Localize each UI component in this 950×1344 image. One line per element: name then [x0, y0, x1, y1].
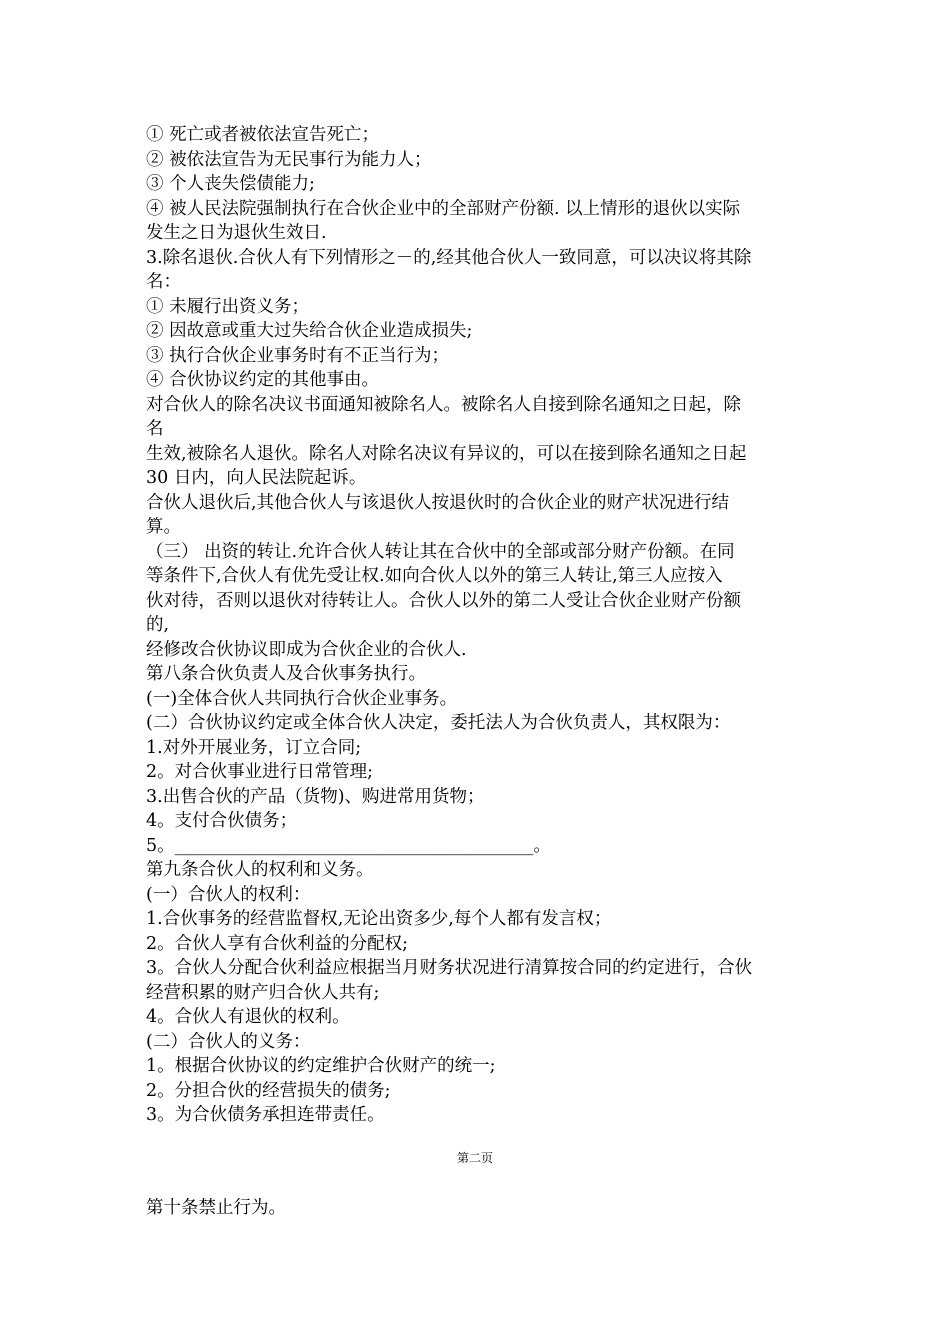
text-line: 算。 [146, 517, 181, 537]
text-line: ④ 合伙协议约定的其他事由。 [146, 370, 380, 390]
text-line: 1.合伙事务的经营监督权,无论出资多少,每个人都有发言权； [146, 909, 612, 929]
document-body [146, 123, 810, 1128]
text-line: 3。合伙人分配合伙利益应根据当月财务状况进行清算按合同的约定进行，合伙 [146, 958, 753, 978]
text-line: 4。合伙人有退伙的权利。 [146, 1007, 350, 1027]
text-line: (一)全体合伙人共同执行合伙企业事务。 [146, 688, 458, 709]
text-line: 3.出售合伙的产品（货物)、购进常用货物； [146, 786, 485, 807]
text-line: ③ 执行合伙企业事务时有不正当行为； [146, 345, 450, 366]
text-line: 3.除名退伙.合伙人有下列情形之－的,经其他合伙人一致同意，可以决议将其除 [146, 247, 752, 268]
text-line: 发生之日为退伙生效日. [146, 223, 327, 243]
text-line: 第八条合伙负责人及合伙事务执行。 [146, 664, 426, 684]
text-line: ④ 被人民法院强制执行在合伙企业中的全部财产份额. 以上情形的退伙以实际 [146, 198, 741, 219]
text-line: 3。为合伙债务承担连带责任。 [146, 1105, 385, 1125]
text-line: 2。合伙人享有合伙利益的分配权; [146, 933, 409, 954]
text-line: (二）合伙协议约定或全体合伙人决定，委托法人为合伙负责人，其权限为： [146, 713, 731, 733]
next-page-heading: 第十条禁止行为。 [146, 1198, 286, 1218]
text-line: ② 因故意或重大过失给合伙企业造成损失; [146, 321, 473, 341]
text-line: （三） 出资的转让.允许合伙人转让其在合伙中的全部或部分财产份额。在同 [146, 541, 735, 562]
text-line: 伙对待，否则以退伙对待转让人。合伙人以外的第二人受让合伙企业财产份额 [146, 590, 741, 611]
text-line: 第九条合伙人的权利和义务。 [146, 860, 374, 880]
text-line: 的, [146, 615, 170, 635]
page-footer: 第二页 [456, 1151, 493, 1165]
text-line: 经营积累的财产归合伙人共有; [146, 982, 380, 1003]
text-line: 4。支付合伙债务； [146, 811, 298, 831]
text-line: ② 被依法宣告为无民事行为能力人； [146, 149, 432, 170]
text-line: 2。分担合伙的经营损失的债务; [146, 1080, 391, 1101]
text-line: 1.对外开展业务，订立合同; [146, 737, 362, 758]
text-line: ① 未履行出资义务； [146, 296, 310, 317]
text-line: ③ 个人丧失偿债能力; [146, 174, 315, 194]
text-line: 2。对合伙事业进行日常管理; [146, 762, 374, 782]
text-line: 经修改合伙协议即成为合伙企业的合伙人. [146, 639, 467, 660]
text-line: 5。_________________________________________。 [146, 835, 551, 856]
text-line: 30 日内，向人民法院起诉。 [146, 468, 367, 488]
text-line: 名： [146, 272, 181, 292]
text-line: 合伙人退伙后,其他合伙人与该退伙人按退伙时的合伙企业的财产状况进行结 [146, 492, 730, 513]
text-line: 生效,被除名人退伙。除名人对除名决议有异议的，可以在接到除名通知之日起 [146, 443, 747, 464]
text-line: 1。根据合伙协议的约定维护合伙财产的统一; [146, 1056, 496, 1076]
text-line: ① 死亡或者被依法宣告死亡； [146, 125, 380, 145]
text-line: (二）合伙人的义务： [146, 1031, 311, 1052]
text-line: 等条件下,合伙人有优先受让权.如向合伙人以外的第三人转让,第三人应按入 [146, 566, 723, 586]
text-line: 对合伙人的除名决议书面通知被除名人。被除名人自接到除名通知之日起，除 [146, 394, 741, 415]
text-line: (一）合伙人的权利： [146, 884, 311, 905]
text-line: 名 [146, 419, 164, 439]
